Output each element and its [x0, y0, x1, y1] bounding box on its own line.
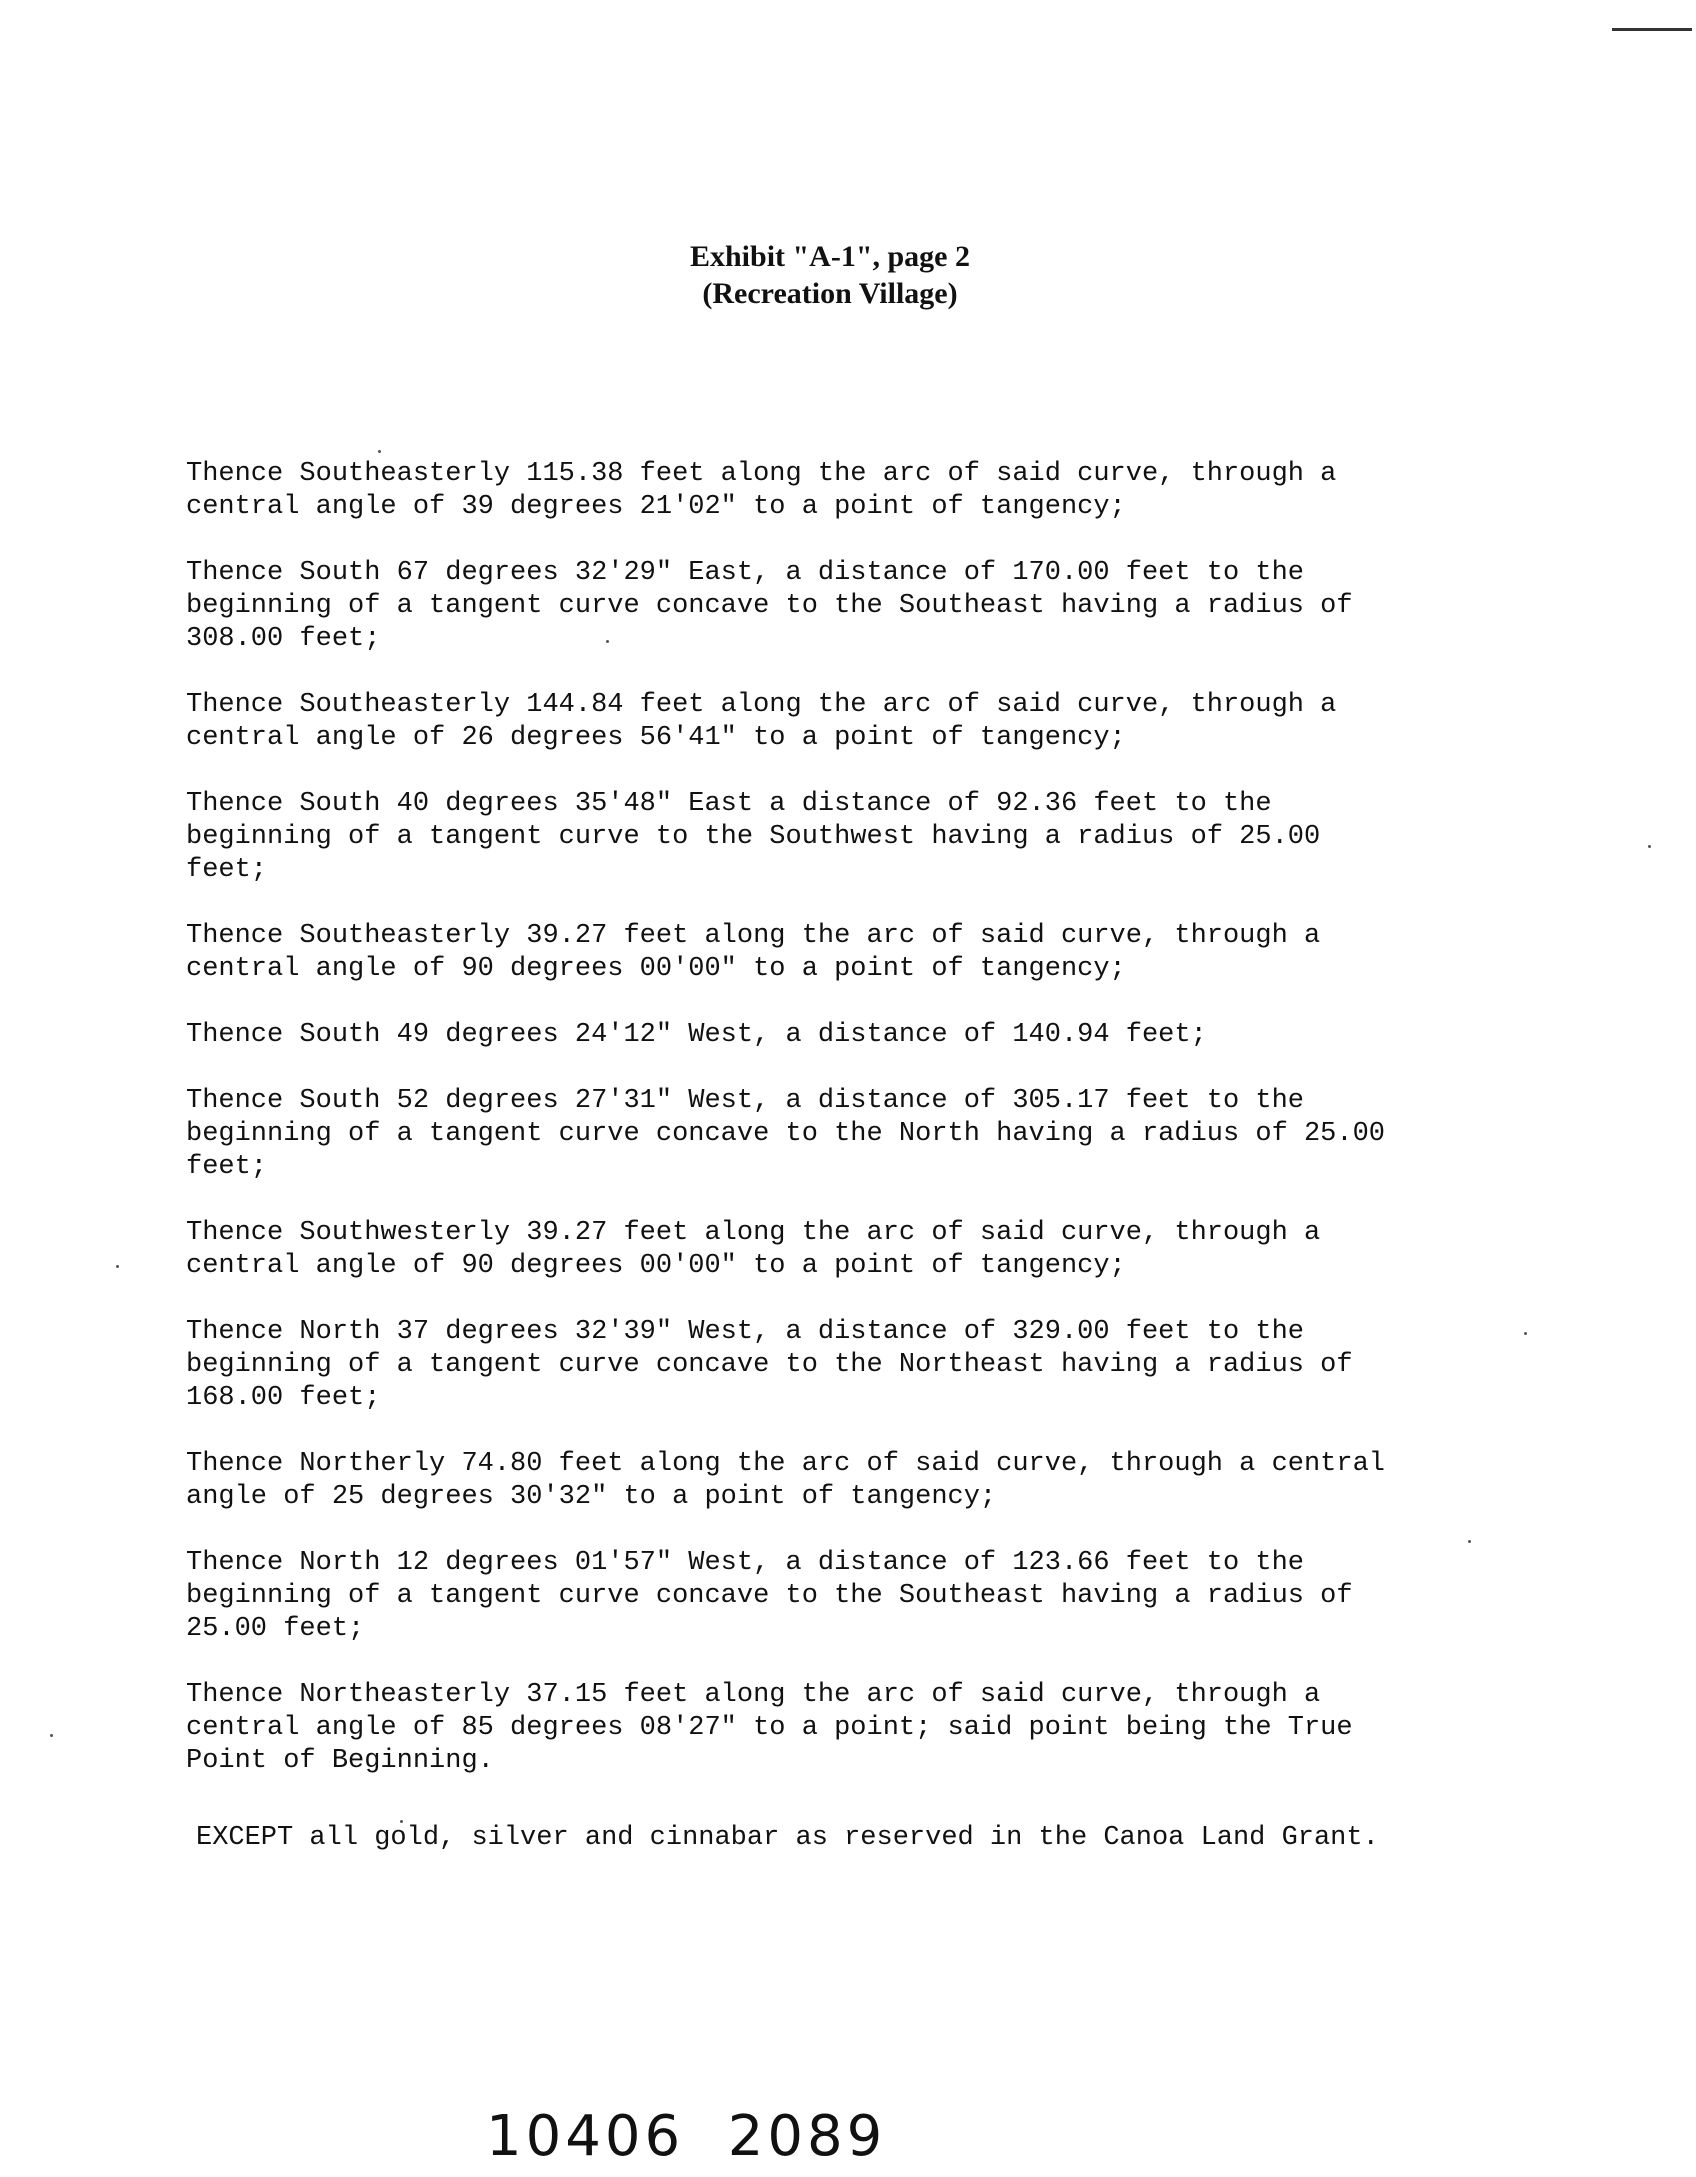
scan-speck [116, 1265, 119, 1268]
recording-number: 10406 2089 [486, 2104, 887, 2169]
legal-description [186, 458, 1442, 1888]
course-paragraph-8: Thence Southwesterly 39.27 feet along the arc of said curve, through a central angle of 90 degrees 00'00" to a point of tangency; [186, 1218, 1321, 1281]
exhibit-subtitle: (Recreation Village) [702, 277, 958, 310]
scan-speck [50, 1734, 53, 1737]
scan-speck [1648, 845, 1651, 848]
course-paragraph-4: Thence South 40 degrees 35'48" East a distance of 92.36 feet to the beginning of a tangent curve to the Southwest having a radius of 25.00 feet; [186, 789, 1321, 885]
scan-speck [1468, 1540, 1471, 1543]
except-clause: EXCEPT all gold, silver and cinnabar as reserved in the Canoa Land Grant. [196, 1823, 1379, 1853]
course-paragraph-5: Thence Southeasterly 39.27 feet along the arc of said curve, through a central angle of 90 degrees 00'00" to a point of tangency; [186, 921, 1321, 984]
scan-speck [606, 640, 609, 643]
scan-speck [1524, 1332, 1527, 1335]
course-paragraph-6: Thence South 49 degrees 24'12" West, a distance of 140.94 feet; [186, 1020, 1207, 1050]
exhibit-header [0, 238, 1660, 312]
course-paragraph-12: Thence Northeasterly 37.15 feet along the arc of said curve, through a central angle of 85 degrees 08'27" to a point; said point being the True Point of Beginning. [186, 1680, 1353, 1776]
top-edge-rule [1612, 28, 1692, 31]
course-paragraph-10: Thence Northerly 74.80 feet along the arc of said curve, through a central angle of 25 degrees 30'32" to a point of tangency; [186, 1449, 1385, 1512]
course-paragraph-7: Thence South 52 degrees 27'31" West, a distance of 305.17 feet to the beginning of a tangent curve concave to the North having a radius of 25.00 feet; [186, 1086, 1385, 1182]
course-paragraph-2: Thence South 67 degrees 32'29" East, a distance of 170.00 feet to the beginning of a tangent curve concave to the Southeast having a radius of 308.00 feet; [186, 558, 1353, 654]
course-paragraph-3: Thence Southeasterly 144.84 feet along the arc of said curve, through a central angle of 26 degrees 56'41" to a point of tangency; [186, 690, 1337, 753]
exhibit-title: Exhibit "A-1", page 2 [689, 240, 970, 273]
course-paragraph-9: Thence North 37 degrees 32'39" West, a distance of 329.00 feet to the beginning of a tangent curve concave to the Northeast having a radius of 168.00 feet; [186, 1317, 1353, 1413]
course-paragraph-1: Thence Southeasterly 115.38 feet along the arc of said curve, through a central angle of 39 degrees 21'02" to a point of tangency; [186, 459, 1337, 522]
scan-speck [378, 450, 381, 453]
course-paragraph-11: Thence North 12 degrees 01'57" West, a distance of 123.66 feet to the beginning of a tangent curve concave to the Southeast having a radius of 25.00 feet; [186, 1548, 1353, 1644]
scan-speck [400, 1820, 403, 1823]
